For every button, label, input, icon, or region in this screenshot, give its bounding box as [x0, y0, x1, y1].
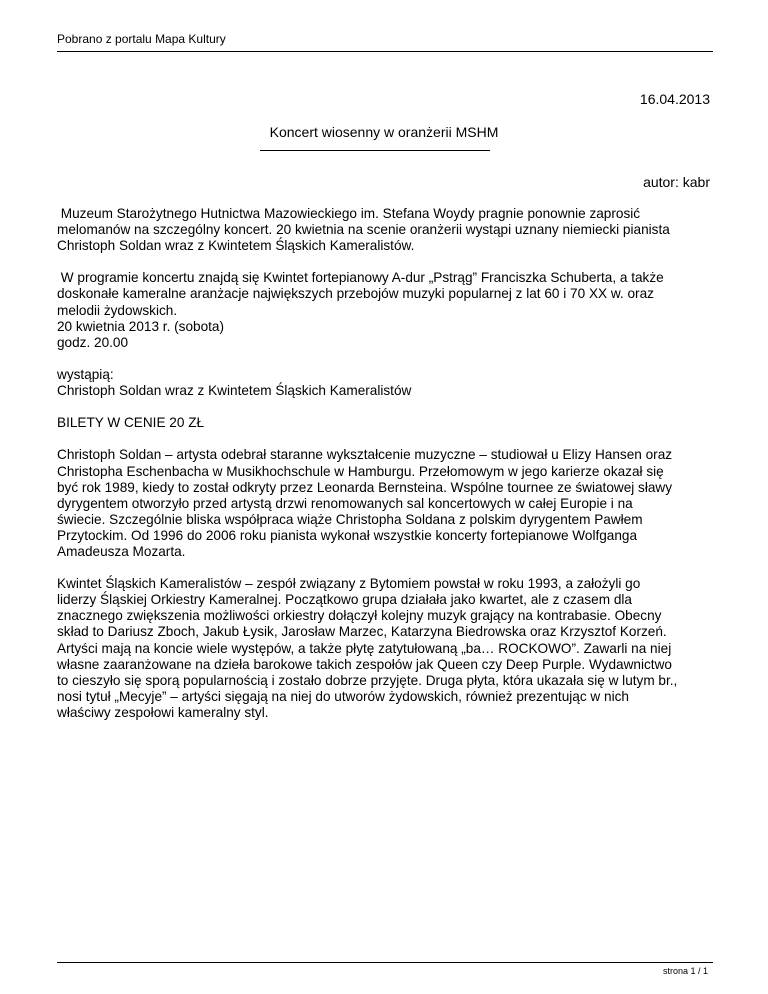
paragraph-line: 20 kwietnia 2013 r. (sobota)	[57, 318, 225, 334]
paragraph-line: skład to Dariusz Zboch, Jakub Łysik, Jarosław Marzec, Katarzyna Biedrowska oraz Krzysztof Korzeń.	[57, 624, 667, 640]
paragraph-line: melomanów na szczególny koncert. 20 kwietnia na scenie oranżerii wystąpi uznany niemiecki pianista	[57, 222, 670, 238]
paragraph-line: doskonałe kameralne aranżacje największych przebojów muzyki popularnej z lat 60 i 70 XX w. oraz	[57, 286, 654, 302]
article-paragraph	[57, 415, 717, 431]
paragraph-line: Christoph Soldan – artysta odebrał staranne wykształcenie muzyczne – studiował u Elizy Hansen oraz	[57, 447, 673, 463]
paragraph-line: Christopha Eschenbacha w Musikhochschule w Hamburgu. Przełomowym w jego karierze okazał się	[57, 463, 664, 479]
paragraph-line: Christoph Soldan wraz z Kwintetem Śląskich Kameralistów	[57, 383, 412, 399]
footer-rule	[57, 962, 713, 963]
paragraph-line: liderzy Śląskiej Orkiestry Kameralnej. Początkowo grupa działała jako kwartet, ale z czasem dla	[57, 592, 632, 608]
paragraph-line: BILETY W CENIE 20 ZŁ	[57, 415, 205, 431]
paragraph-line: godz. 20.00	[57, 334, 129, 350]
page-number: strona 1 / 1	[662, 966, 708, 976]
article-date: 16.04.2013	[639, 91, 710, 107]
title-underline	[260, 150, 490, 151]
paragraph-line: Christoph Soldan wraz z Kwintetem Śląskich Kameralistów.	[57, 238, 415, 254]
article-title-wrap	[0, 124, 768, 142]
paragraph-line: Muzeum Starożytnego Hutnictwa Mazowieckiego im. Stefana Woydy pragnie ponownie zaprosić	[57, 206, 641, 221]
paragraph-line: Kwintet Śląskich Kameralistów – zespół związany z Bytomiem powstał w roku 1993, a założyli go	[57, 576, 641, 592]
paragraph-line: znacznego zwiększenia możliwości orkiestry dołączył kolejny muzyk grający na kontrabasie. Obecny	[57, 608, 662, 624]
article-paragraph	[57, 206, 717, 254]
article-paragraph	[57, 270, 717, 350]
paragraph-line: Amadeusza Mozarta.	[57, 543, 186, 559]
paragraph-line: nosi tytuł „Mecyje” – artyści sięgają na niej do utworów żydowskich, również prezentując w nich	[57, 688, 629, 704]
page-header	[57, 32, 713, 52]
paragraph-line: wystąpią:	[57, 366, 114, 382]
paragraph-line: Artyści mają na koncie wiele występów, a także płytę zatytułowaną „ba… ROCKOWO”. Zawarli na niej	[57, 640, 672, 656]
article-body	[57, 206, 717, 721]
article-author: autor: kabr	[643, 174, 710, 190]
paragraph-line: melodii żydowskich.	[57, 302, 178, 318]
article-title: Koncert wiosenny w oranżerii MSHM	[269, 124, 499, 140]
header-source-text: Pobrano z portalu Mapa Kultury	[57, 32, 226, 46]
paragraph-line: świecie. Szczególnie bliska współpraca wiąże Christopha Soldana z polskim dyrygentem Pawłem	[57, 511, 643, 527]
paragraph-line: W programie koncertu znajdą się Kwintet fortepianowy A-dur „Pstrąg” Franciszka Schuberta, a także	[57, 270, 664, 286]
paragraph-line: Przytockim. Od 1996 do 2006 roku pianista wykonał wszystkie koncerty fortepianowe Wolfganga	[57, 527, 638, 543]
paragraph-line: to cieszyło się sporą popularnością i zostało dobrze przyjęte. Druga płyta, która ukazała się w lutym br.,	[57, 672, 678, 688]
paragraph-line: dyrygentem otworzyło przed artystą drzwi renomowanych sal koncertowych w całej Europie i na	[57, 495, 633, 511]
paragraph-line: własne zaaranżowane na dzieła barokowe takich zespołów jak Queen czy Deep Purple. Wydawnictwo	[57, 656, 672, 672]
paragraph-line: być rok 1989, kiedy to został odkryty przez Leonarda Bernsteina. Wspólne tournee ze światowej sławy	[57, 479, 673, 495]
article-paragraph	[57, 447, 717, 560]
article-paragraph	[57, 576, 717, 721]
paragraph-line: właściwy zespołowi kameralny styl.	[57, 704, 269, 720]
article-paragraph	[57, 367, 717, 399]
